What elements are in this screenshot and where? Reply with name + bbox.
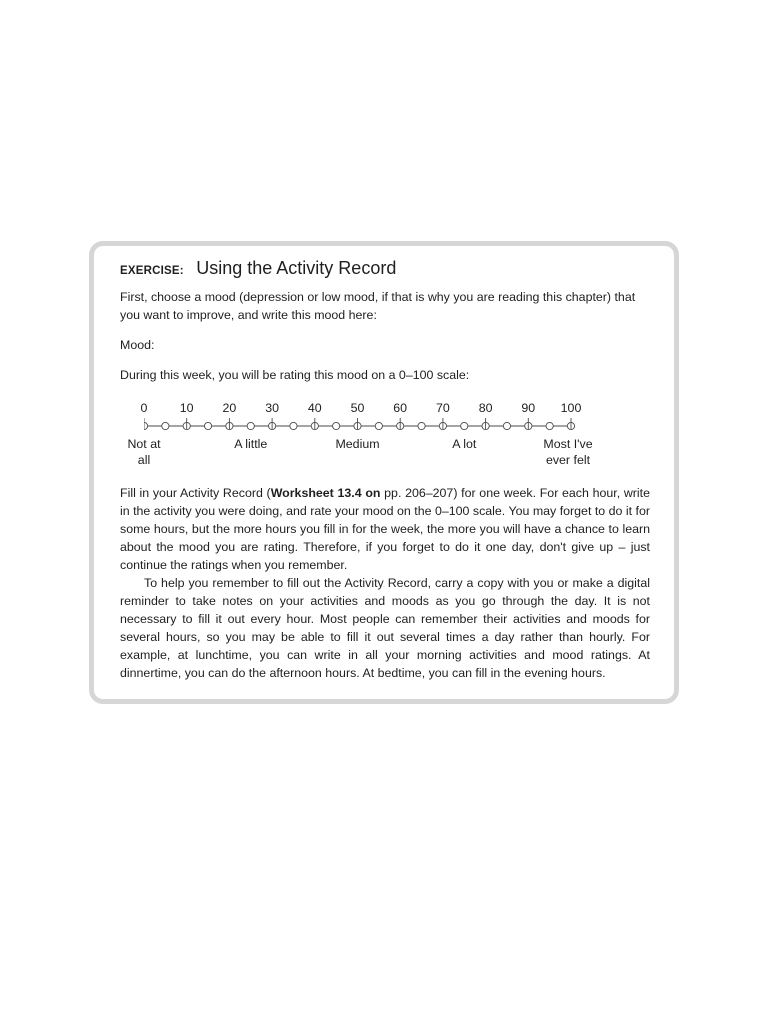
exercise-header [120,258,396,279]
scale-minor-mark [375,422,382,429]
scale-anchor-not-at-all [127,436,160,468]
fill-text-after: pp. 206–207) for one week. For each hour, write in the activity you were doing, and rate your mood on the 0–100 scale. You may forget to do it for some hours, but the more hours you fill in for the week, the more you will have a chance to learn about the mood you are rating. Therefore, if you forget to do it one day, don't give up – just continue the ratings when you remember. [120,486,650,572]
scale-minor-mark [503,422,510,429]
scale-number-20: 20 [222,401,237,415]
scale-minor-mark [290,422,297,429]
exercise-box [89,241,679,704]
help-paragraph: To help you remember to fill out the Activity Record, carry a copy with you or make a digital reminder to take notes on your activities and moods as you go through the day. It is not necessary to fill it out every hour. Most people can remember their activities and moods for several hours, so you may be able to fill it out several times a day rather than hourly. For example, at lunchtime, you can write in all your morning activities and mood ratings. At dinnertime, you can do the afternoon hours. At bedtime, you can fill in the evening hours. [120,576,650,680]
scale-minor-mark [461,422,468,429]
fill-in-paragraph [120,484,650,574]
scale-major-mark [144,422,148,429]
anchor-line: A little [234,437,268,451]
scale-minor-mark [333,422,340,429]
scale-number-40: 40 [307,401,322,415]
anchor-line: all [137,453,151,467]
scale-number-70: 70 [435,401,450,415]
exercise-label: EXERCISE: [120,265,184,277]
scale-number-90: 90 [521,401,536,415]
mood-label: Mood: [120,338,155,352]
scale-number-100: 100 [560,401,582,415]
rating-instruction: During this week, you will be rating this mood on a 0–100 scale: [120,368,470,382]
worksheet-reference: Worksheet 13.4 [270,486,362,500]
anchor-line: Medium [335,437,380,451]
scale-number-10: 10 [179,401,194,415]
exercise-title: Using the Activity Record [196,258,397,278]
scale-minor-mark [418,422,425,429]
scale-minor-mark [204,422,211,429]
mood-rating-scale [127,396,624,468]
scale-minor-mark [247,422,254,429]
fill-text-before: Fill in your Activity Record ( [120,486,271,500]
scale-number-50: 50 [350,401,365,415]
fill-text-on: on [361,486,381,500]
scale-minor-mark [162,422,169,429]
anchor-line: A lot [452,437,477,451]
anchor-line: Most I've [543,437,593,451]
scale-anchor-most-ever-felt [543,436,592,468]
anchor-line: ever felt [545,453,591,467]
scale-number-30: 30 [265,401,279,415]
scale-anchor-a-little [234,436,267,452]
scale-minor-mark [546,422,553,429]
scale-anchor-medium [335,436,379,452]
scale-anchor-a-lot [452,436,476,452]
scale-number-80: 80 [478,401,493,415]
scale-number-60: 60 [393,401,408,415]
anchor-line: Not at [127,437,161,451]
intro-paragraph: First, choose a mood (depression or low mood, if that is why you are reading this chapter) that you want to improve, and write this mood here: [120,290,636,322]
scale-number-0: 0 [140,401,148,415]
